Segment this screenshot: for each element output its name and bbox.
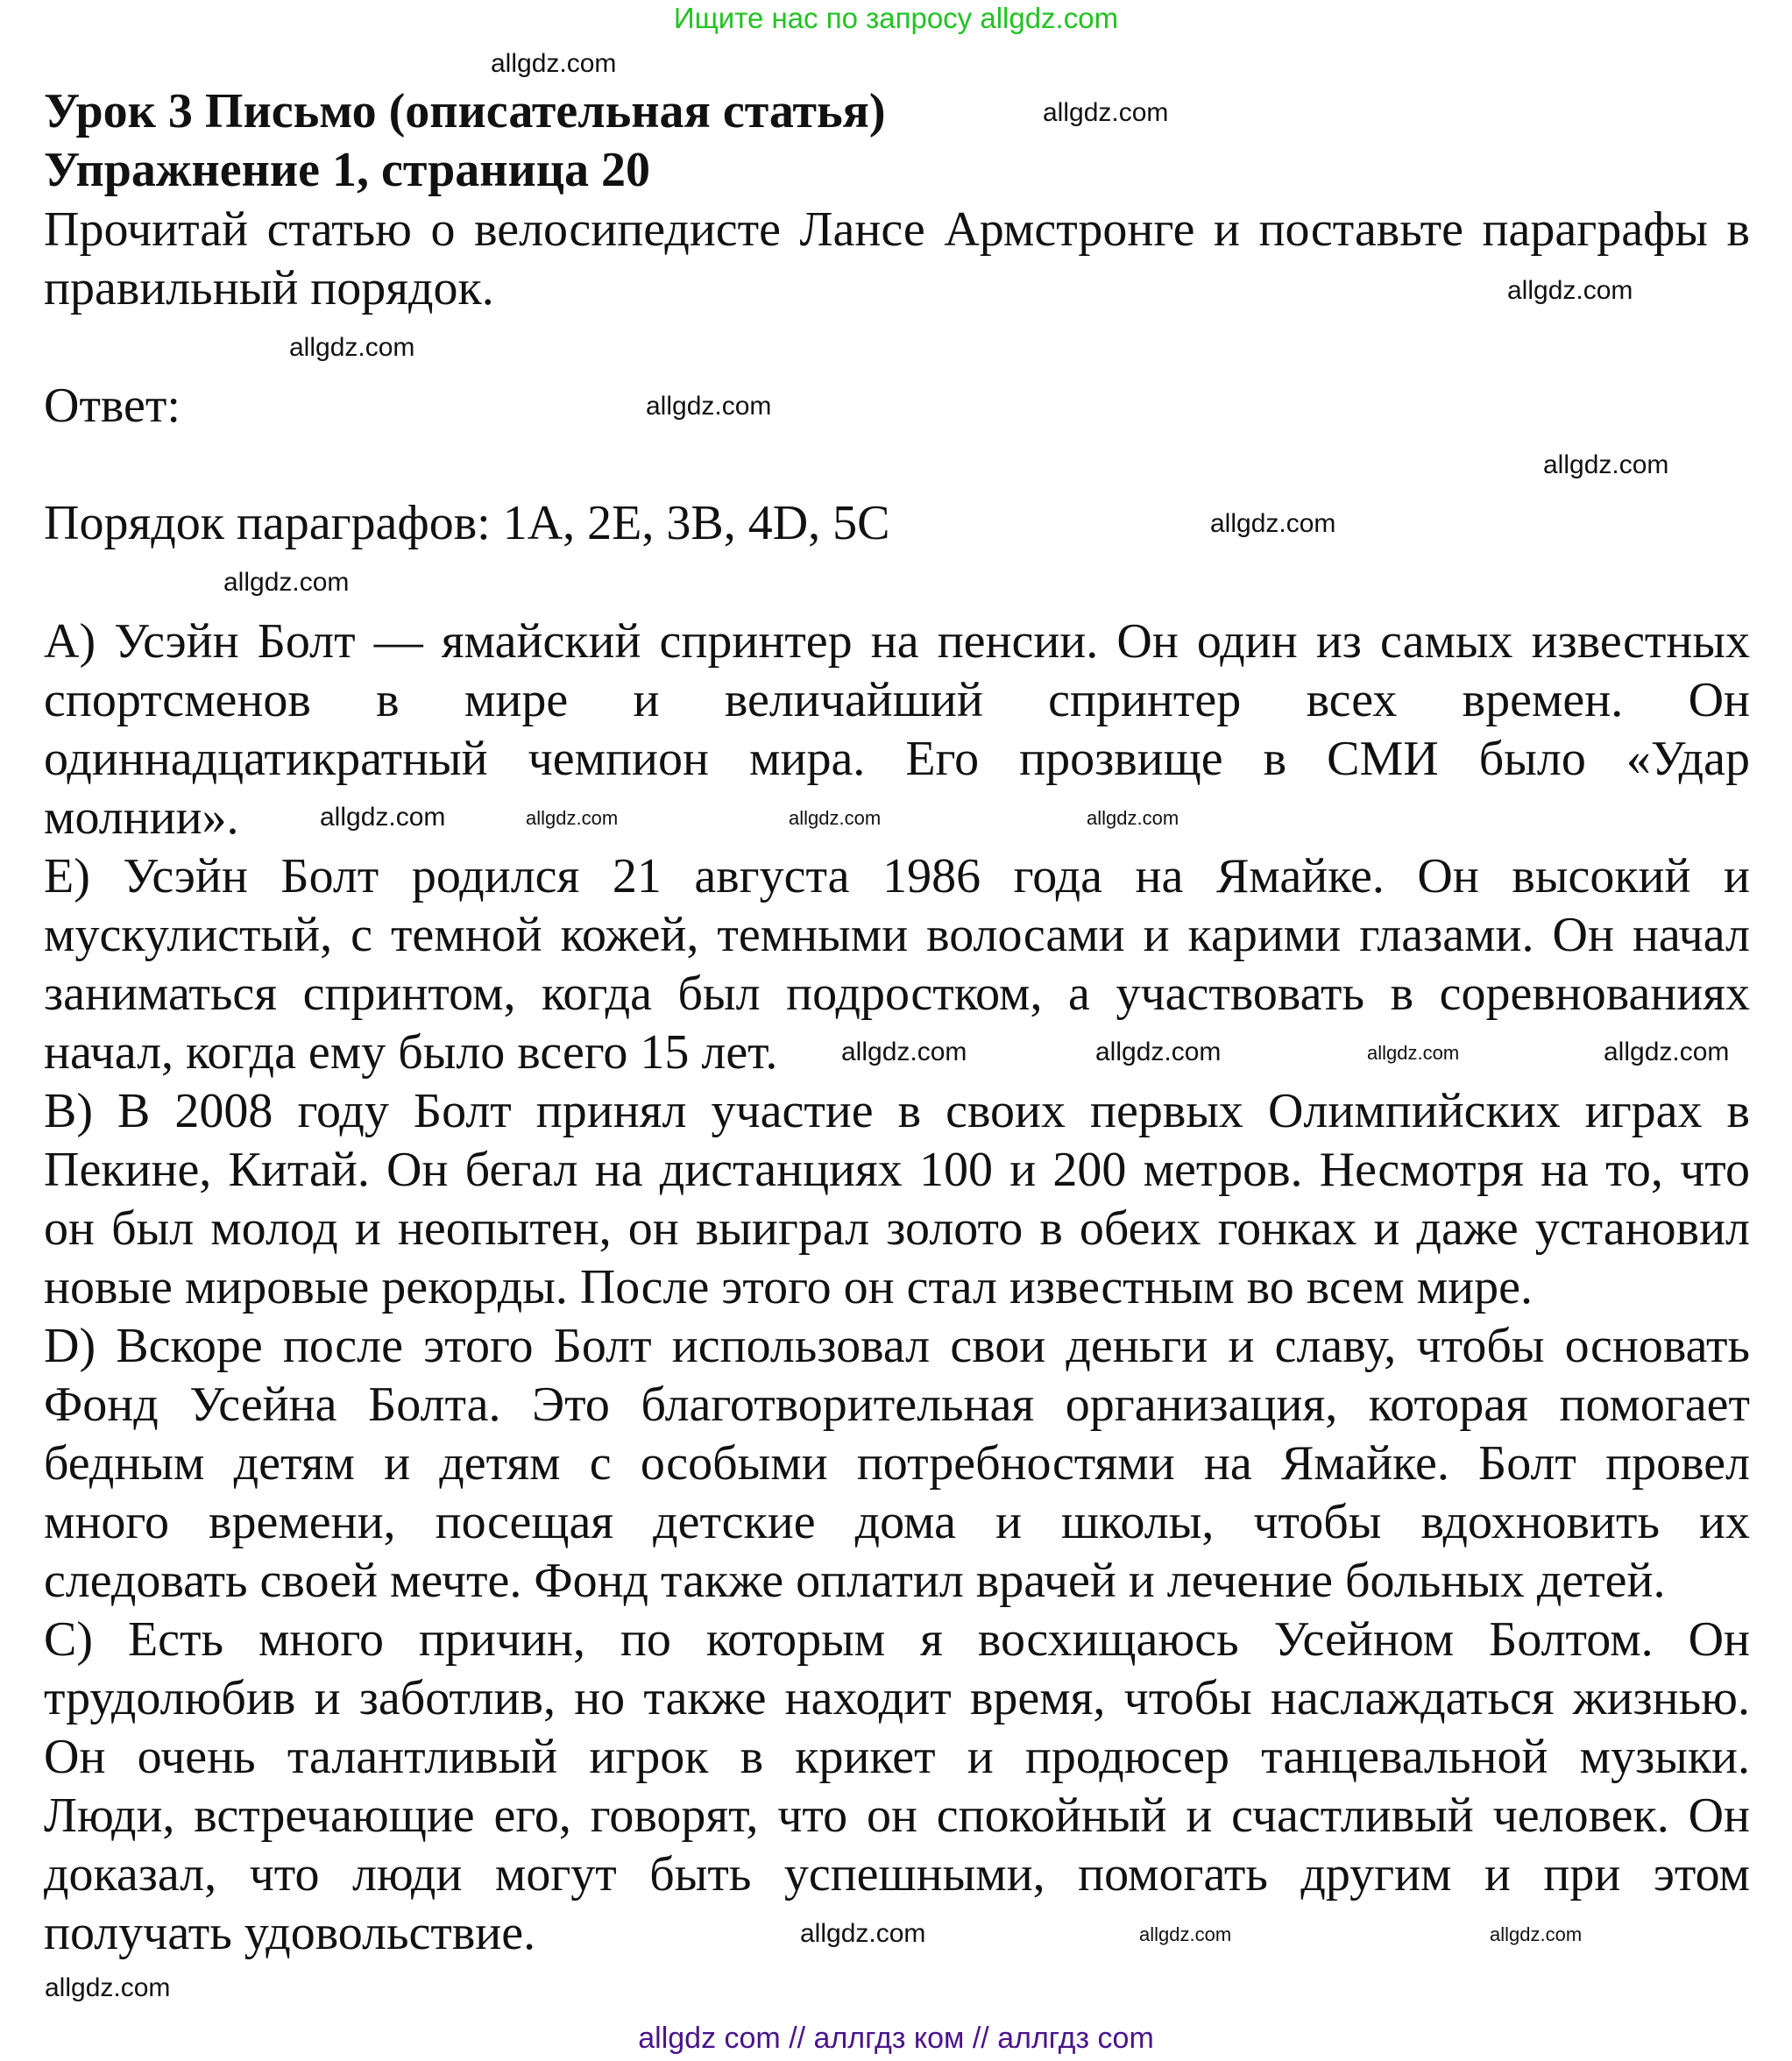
top-search-banner: Ищите нас по запросу allgdz.com <box>673 2 1119 34</box>
text-line: новые мировые рекорды. После этого он стал известным во всем мире. <box>44 1260 1533 1314</box>
watermark: allgdz.com <box>289 333 415 362</box>
watermark: allgdz.com <box>841 1038 967 1066</box>
watermark: allgdz.com <box>800 1919 926 1948</box>
text-line: B) В 2008 году Болт принял участие в своих первых Олимпийских играх в <box>44 1084 1750 1138</box>
watermark: allgdz.com <box>1490 1923 1583 1945</box>
watermark: allgdz.com <box>491 49 617 78</box>
text-line: D) Вскоре после этого Болт использовал свои деньги и славу, чтобы основать <box>44 1319 1750 1373</box>
text-line: A) Усэйн Болт — ямайский спринтер на пенсии. Он один из самых известных <box>44 614 1750 669</box>
text-line: доказал, что люди могут быть успешными, помогать другим и при этом <box>44 1847 1750 1902</box>
watermark: allgdz.com <box>1604 1038 1730 1066</box>
text-line: много времени, посещая детские дома и школы, чтобы вдохновить их <box>44 1495 1750 1549</box>
text-line: Пекине, Китай. Он бегал на дистанциях 100 и 200 метров. Несмотря на то, что <box>44 1143 1750 1197</box>
watermark: allgdz.com <box>646 392 772 421</box>
article <box>44 613 1750 1963</box>
text-line: C) Есть много причин, по которым я восхищаюсь Усейном Болтом. Он <box>44 1612 1750 1667</box>
text-line: спортсменов в мире и величайший спринтер всех времен. Он <box>44 673 1750 727</box>
watermark: allgdz.com <box>45 1973 171 2002</box>
text-line: Люди, встречающие его, говорят, что он спокойный и счастливый человек. Он <box>44 1788 1750 1843</box>
text-line: он был молод и неопытен, он выиграл золото в обеих гонках и даже установил <box>44 1201 1750 1256</box>
text-line: бедным детям и детям с особыми потребностями на Ямайке. Болт провел <box>44 1436 1750 1491</box>
watermark: allgdz.com <box>1507 276 1633 305</box>
watermark: allgdz.com <box>1087 807 1179 829</box>
text-line: получать удовольствие. <box>44 1906 536 1960</box>
watermark: allgdz.com <box>1095 1038 1222 1066</box>
watermark: allgdz.com <box>223 568 350 597</box>
text-line: трудолюбив и заботлив, но также находит время, чтобы наслаждаться жизнью. <box>44 1671 1750 1725</box>
answer-label-block <box>44 377 1750 436</box>
paragraph-order: Порядок параграфов: 1A, 2E, 3B, 4D, 5C <box>44 496 890 550</box>
text-line: начал, когда ему было всего 15 лет. <box>44 1025 778 1080</box>
text-line: заниматься спринтом, когда был подростком, а участвовать в соревнованиях <box>44 967 1750 1021</box>
watermark: allgdz.com <box>789 807 882 829</box>
lesson-title <box>44 82 1750 200</box>
watermark: allgdz.com <box>320 803 446 832</box>
paragraph-c <box>44 1611 1750 1963</box>
text-line: Фонд Усейна Болта. Это благотворительная организация, которая помогает <box>44 1378 1750 1432</box>
lesson-heading: Урок 3 Письмо (описательная статья) <box>44 84 886 138</box>
watermark: allgdz.com <box>1043 98 1169 127</box>
paragraph-b <box>44 1082 1750 1317</box>
watermark: allgdz.com <box>1543 450 1669 479</box>
watermark: allgdz.com <box>1139 1923 1232 1945</box>
instruction <box>44 201 1750 318</box>
watermark: allgdz.com <box>526 807 619 829</box>
instruction-line: правильный порядок. <box>44 261 494 315</box>
text-line: следовать своей мечте. Фонд также оплатил врачей и лечение больных детей. <box>44 1554 1666 1608</box>
watermark: allgdz.com <box>1210 509 1336 538</box>
paragraph-a <box>44 613 1750 847</box>
text-line: E) Усэйн Болт родился 21 августа 1986 года на Ямайке. Он высокий и <box>44 849 1750 903</box>
exercise-heading: Упражнение 1, страница 20 <box>44 143 651 197</box>
instruction-line: Прочитай статью о велосипедисте Лансе Армстронге и поставьте параграфы в <box>44 202 1750 257</box>
text-line: молнии». <box>44 790 239 845</box>
watermark: allgdz.com <box>1367 1042 1460 1064</box>
answer-label: Ответ: <box>44 379 181 433</box>
paragraph-order-block <box>44 494 1750 553</box>
bottom-site-banner: allgdz com // аллгдз ком // аллгдз com <box>638 2022 1154 2055</box>
text-line: одиннадцатикратный чемпион мира. Его прозвище в СМИ было «Удар <box>44 732 1750 786</box>
text-line: Он очень талантливый игрок в крикет и продюсер танцевальной музыки. <box>44 1730 1750 1784</box>
text-line: мускулистый, с темной кожей, темными волосами и карими глазами. Он начал <box>44 908 1750 962</box>
paragraph-d <box>44 1317 1750 1611</box>
